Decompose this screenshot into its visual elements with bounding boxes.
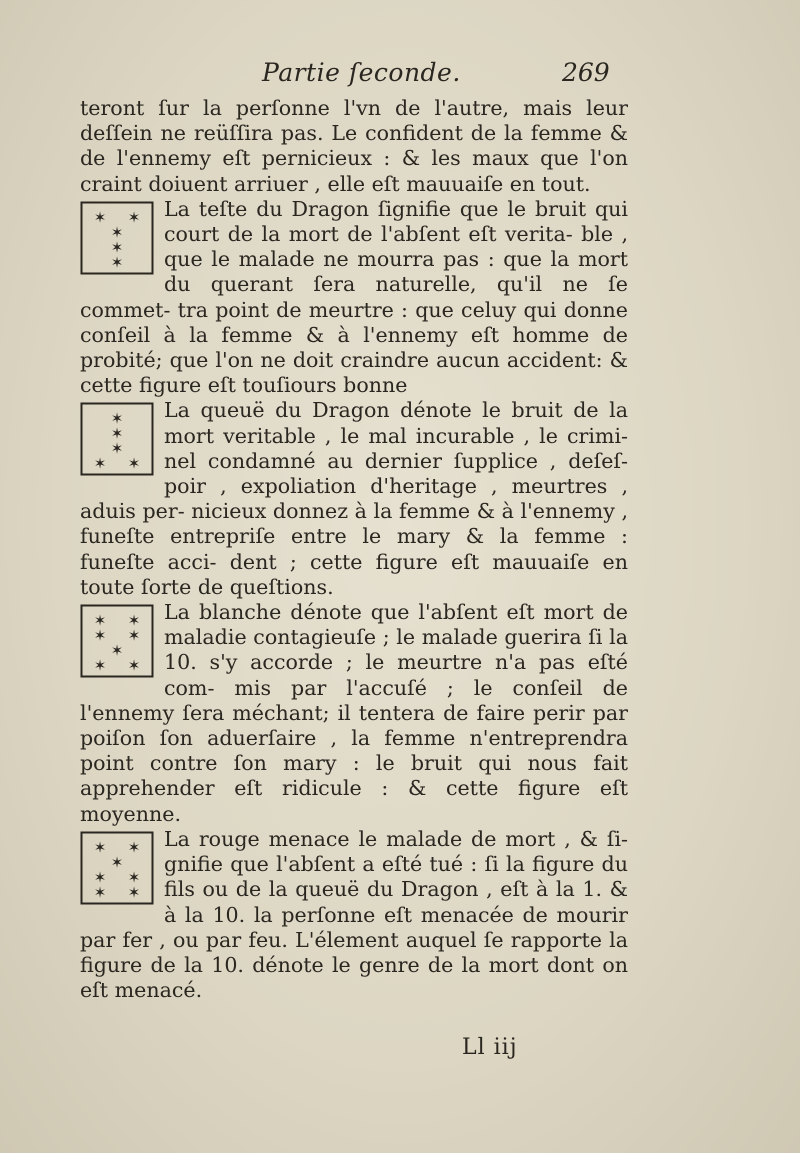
figure-star: ✶ xyxy=(127,454,141,473)
figure-star: ✶ xyxy=(93,454,107,473)
figure-star: ✶ xyxy=(93,208,107,227)
figure-star: ✶ xyxy=(110,409,124,428)
section-rouge xyxy=(80,827,628,1003)
figure-star: ✶ xyxy=(127,611,141,630)
figure-star: ✶ xyxy=(110,853,124,872)
section-tete-dragon xyxy=(80,197,628,399)
section-queue-dragon xyxy=(80,398,628,600)
body-text xyxy=(80,96,628,1003)
figure-star: ✶ xyxy=(93,626,107,645)
figure-star: ✶ xyxy=(127,868,141,887)
figure-star: ✶ xyxy=(127,883,141,902)
section-blanche xyxy=(80,600,628,827)
figure-star: ✶ xyxy=(127,208,141,227)
geomantic-figure-rouge xyxy=(80,831,154,905)
signature-mark: Ll iij xyxy=(462,1035,518,1060)
geomantic-figure-tete-dragon xyxy=(80,201,154,275)
figure-star: ✶ xyxy=(110,424,124,443)
geomantic-figure-blanche xyxy=(80,604,154,678)
figure-star: ✶ xyxy=(110,253,124,272)
figure-star: ✶ xyxy=(110,641,124,660)
figure-svg xyxy=(80,201,154,275)
figure-star: ✶ xyxy=(93,611,107,630)
paragraph-queue-dragon: La queuë du Dragon dénote le bruit de la mort veritable , le mal incurable , le crimi- nel condamné au dernier ſupplice , deſeſ- poir , expoliation d'heritage , meurtres , aduis per- nicieux donnez à la femme & à l'ennemy , funeſte entrepriſe entre le mary & la femme : funeſte acci- dent ; cette figure eſt mauuaiſe en toute ſorte de queſtions. xyxy=(80,398,628,599)
figure-star: ✶ xyxy=(127,626,141,645)
figure-star: ✶ xyxy=(110,223,124,242)
running-title: Partie ſeconde. xyxy=(262,58,461,87)
figure-star: ✶ xyxy=(127,838,141,857)
paragraph-blanche: La blanche dénote que l'abſent eſt mort de maladie contagieuſe ; le malade guerira ſi la 10. s'y accorde ; le meurtre n'a pas eſté com- mis par l'accuſé ; le conſeil de l'ennemy ſera méchant; il tentera de faire perir par poiſon ſon aduerſaire , la femme n'entreprendra point contre ſon mary : le bruit qui nous fait apprehender eſt ridicule : & cette figure eſt moyenne. xyxy=(80,600,628,826)
figure-svg xyxy=(80,604,154,678)
figure-star: ✶ xyxy=(93,868,107,887)
page-number: 269 xyxy=(562,58,610,87)
figure-svg xyxy=(80,402,154,476)
figure-svg xyxy=(80,831,154,905)
figure-star: ✶ xyxy=(127,656,141,675)
figure-star: ✶ xyxy=(93,656,107,675)
figure-star: ✶ xyxy=(93,883,107,902)
geomantic-figure-queue-dragon xyxy=(80,402,154,476)
paragraph-intro: teront ſur la perſonne l'vn de l'autre, mais leur deſſein ne reüſſira pas. Le confident de la femme & de l'ennemy eſt pernicieux : & les maux que l'on craint doiuent arriuer , elle eſt mauuaiſe en tout. xyxy=(80,96,628,196)
paragraph-rouge: La rouge menace le malade de mort , & ſi- gnifie que l'abſent a eſté tué : ſi la figure du fils ou de la queuë du Dragon , eſt à la 1. & à la 10. la perſonne eſt menacée de mourir par fer , ou par feu. L'élement auquel ſe rapporte la figure de la 10. dénote le genre de la mort dont on eſt menacé. xyxy=(80,826,628,1003)
paragraph-tete-dragon: La teſte du Dragon ſignifie que le bruit qui court de la mort de l'abſent eſt verita- ble , que le malade ne mourra pas : que la mort du querant ſera naturelle, qu'il ne ſe commet- tra point de meurtre : que celuy qui donne conſeil à la femme & à l'ennemy eſt homme de probité; que l'on ne doit craindre aucun accident: & cette figure eſt touſiours bonne xyxy=(80,196,628,398)
page-header xyxy=(0,58,800,94)
figure-star: ✶ xyxy=(110,439,124,458)
figure-star: ✶ xyxy=(93,838,107,857)
figure-star: ✶ xyxy=(110,238,124,257)
